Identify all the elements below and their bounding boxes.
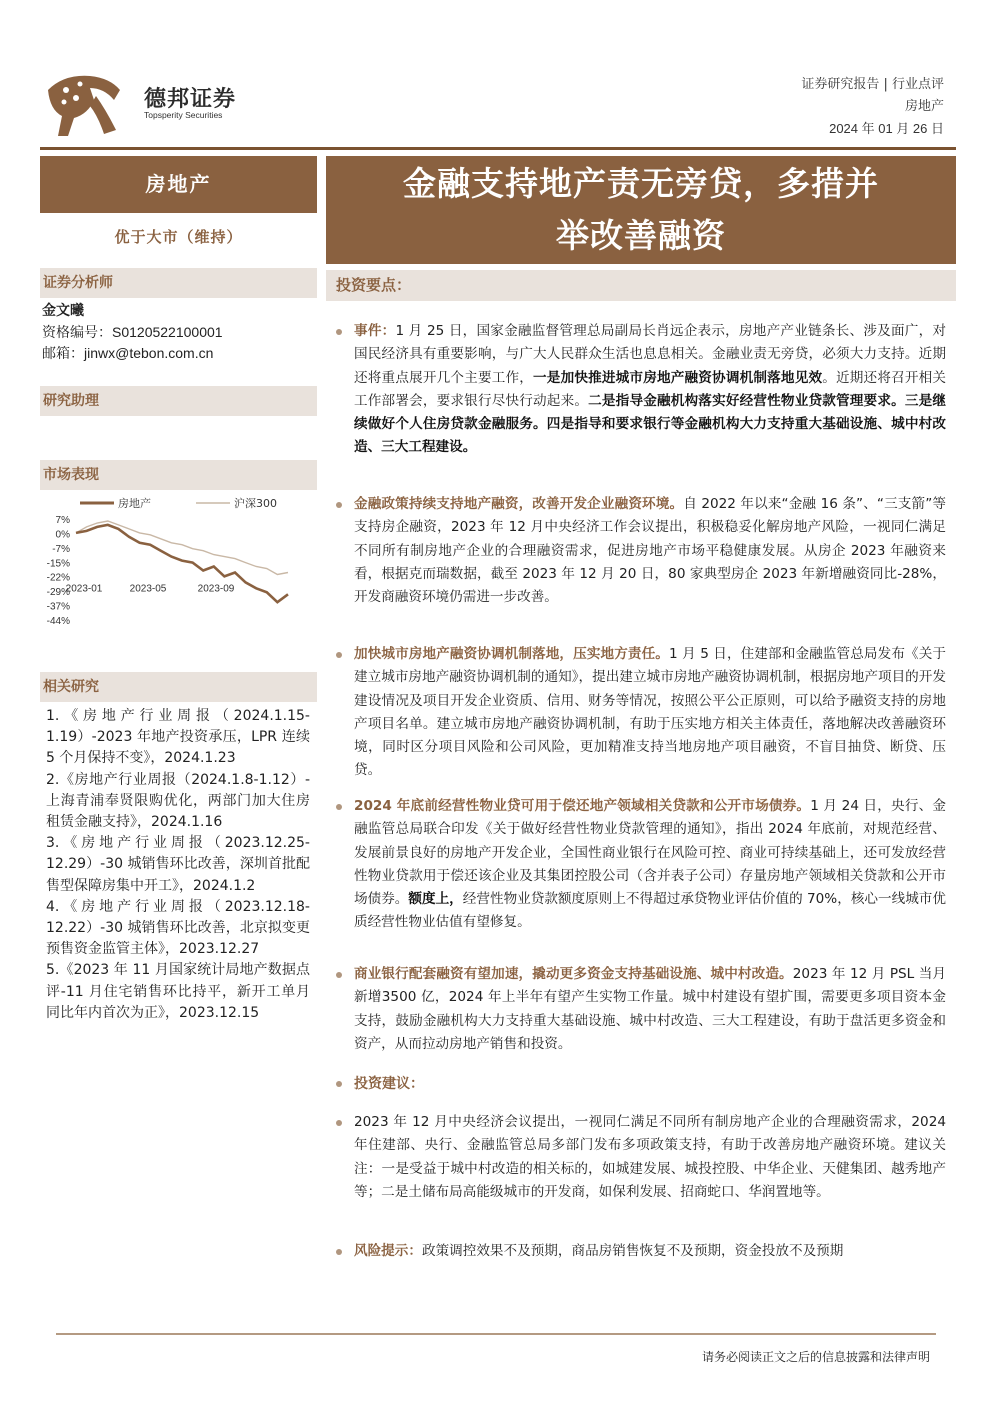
paragraph-lead: 金融政策持续支持地产融资，改善开发企业融资环境。	[354, 496, 684, 512]
paragraph-lead: 加快城市房地产融资协调机制落地，压实地方责任。	[354, 646, 670, 662]
bullet-icon	[336, 502, 342, 508]
related-item[interactable]: 5.《2023 年 11 月国家统计局地产数据点评-11 月住宅销售环比持平，新开工单月同比年内首次为正》，2023.12.15	[46, 962, 310, 1021]
paragraph-bold: 二是指导金融机构落实好经营性物业贷款管理要求。三是继续做好个人住房贷款金融服务。四是指导和要求银行等金融机构大力支持重大基础设施、城中村改造、三大工程建设。	[354, 392, 947, 456]
y-tick-label: 0%	[55, 529, 70, 541]
x-tick-label: 2023-09	[197, 583, 235, 595]
paragraph-lead: 2024 年底前经营性物业贷可用于偿还地产领域相关贷款和公开市场债券。	[354, 798, 811, 814]
company-logo	[44, 70, 254, 140]
related-item[interactable]: 1.《房地产行业周报（2024.1.15-1.19）-2023 年地产投资承压，LPR 连续 5 个月保持不变》，2024.1.23	[46, 708, 310, 767]
paragraph-lead: 事件：	[354, 323, 396, 339]
key-points-header: 投资要点：	[326, 270, 956, 301]
footer-disclaimer[interactable]: 请务必阅读正文之后的信息披露和法律声明	[701, 1350, 930, 1364]
related-item[interactable]: 4.《房地产行业周报（2023.12.18-12.22）-30 城销售环比改善，北京拟变更预售资金监管主体》，2023.12.27	[46, 898, 310, 958]
paragraph-coordination	[354, 643, 946, 783]
analyst-license: 资格编号：S0120522100001	[42, 324, 223, 340]
bullet-icon	[336, 1081, 342, 1087]
paragraph-lead: 风险提示：	[354, 1243, 422, 1259]
report-title	[326, 156, 956, 264]
related-item[interactable]: 3.《房地产行业周报（2023.12.25-12.29）-30 城销售环比改善，深圳首批配售型保障房集中开工》，2024.1.2	[46, 835, 310, 894]
assistant-header: 研究助理	[40, 386, 317, 416]
legend-label: 房地产	[118, 497, 151, 510]
paragraph-text: 1 月 24 日，央行、金融监管总局联合印发《关于做好经营性物业贷款管理的通知》，指出 2024 年底前，对规范经营、发展前景良好的房地产开发企业，全国性商业银行在风险可控、商业可持续基础上，还可发放经营性物业贷款用于偿还该企业及其集团控股公司（含并表子公司）存量房地产领域相关贷款和公开市场债券。	[354, 798, 946, 908]
paragraph-bold: 额度上，	[408, 891, 463, 908]
paragraph-text: 政策调控效果不及预期，商品房销售恢复不及预期，资金投放不及预期	[421, 1243, 844, 1259]
y-tick-label: -7%	[52, 543, 70, 555]
paragraph-commercial-banks	[354, 963, 946, 1056]
title-line-1: 金融支持地产责无旁贷，多措并	[403, 164, 879, 203]
paragraph-text: 1 月 5 日，住建部和金融监管总局发布《关于建立城市房地产融资协调机制的通知》，提出建立城市房地产融资协调机制，根据房地产项目的开发建设情况及项目开发企业资质、信用、财务等情况，按照公平公正原则，可以给予融资支持的房地产项目名单。建立城市房地产融资协调机制，有助于压实地方相关主体责任，落地解决改善融资环境，同时区分项目风险和公司风险，更加精准支持当地房地产项目融资，不盲目抽贷、断贷、压贷。	[354, 646, 947, 779]
related-research-list	[46, 706, 310, 1024]
title-line-2: 举改善融资	[556, 216, 726, 255]
y-tick-label: -22%	[46, 572, 70, 584]
y-tick-label: -44%	[46, 616, 70, 627]
paragraph-bold: 一是加快推进城市房地产融资协调机制落地见效	[533, 369, 823, 386]
related-item[interactable]: 2.《房地产行业周报（2024.1.8-1.12）-上海青浦奉贤限购优化，两部门加大住房租赁金融支持》，2024.1.16	[46, 771, 310, 831]
logo-text-cn: 德邦证券	[144, 87, 237, 112]
footer-divider	[56, 1333, 936, 1335]
paragraph-property-loans	[354, 795, 946, 935]
paragraph-text: 自 2022 年以来“金融 16 条”、“三支箭”等支持房企融资，2023 年 12 月中央经济工作会议提出，积极稳妥化解房地产风险，一视同仁满足不同所有制房地产企业的合理融资需求，促进房地产市场平稳健康发展。从房企 2023 年融资来看，根据克而瑞数据，截至 2023 年 12 月 20 日，80 家典型房企 2023 年新增融资同比-28%，开发商融资环境仍需进一步改善。	[354, 496, 946, 606]
series-line	[76, 525, 288, 602]
series-line	[76, 521, 288, 575]
logo-text-en: Topsperity Securities	[144, 110, 223, 120]
analyst-info	[42, 301, 223, 364]
leopard-logo-icon	[44, 70, 124, 138]
bullet-icon	[336, 804, 342, 810]
market-header: 市场表现	[40, 460, 317, 490]
legend-label: 沪深300	[234, 497, 277, 510]
rating-label: 优于大市（维持）	[114, 228, 243, 246]
analyst-email[interactable]: 邮箱：jinwx@tebon.com.cn	[42, 345, 214, 361]
report-date: 2024 年 01 月 26 日	[829, 121, 944, 136]
bullet-icon	[336, 972, 342, 978]
paragraph-event	[354, 320, 946, 460]
paragraph-text: 。近期还将召开相关工作部署会，要求银行尽快行动起来。	[354, 369, 947, 409]
paragraph-financing-policy	[354, 493, 946, 609]
bullet-icon	[336, 329, 342, 335]
x-tick-label: 2023-01	[65, 583, 103, 595]
sector-label: 房地产	[40, 156, 317, 213]
report-meta	[801, 74, 944, 140]
x-tick-label: 2023-05	[129, 583, 167, 595]
paragraph-invest-advice: 2023 年 12 月中央经济会议提出，一视同仁满足不同所有制房地产企业的合理融资需求，2024 年住建部、央行、金融监管总局多部门发布多项政策支持，有助于改善房地产融资环境。建议关注：一是受益于城中村改造的相关标的，如城建发展、城投控股、中华企业、天健集团、越秀地产等；二是土储布局高能级城市的开发商，如保利发展、招商蛇口、华润置地等。	[354, 1114, 946, 1200]
paragraph-lead: 商业银行配套融资有望加速，撬动更多资金支持基础设施、城中村改造。	[354, 966, 793, 982]
report-type: 证券研究报告 | 行业点评	[801, 77, 944, 92]
paragraph-risk	[354, 1240, 946, 1263]
bullet-icon	[336, 652, 342, 658]
y-tick-label: 7%	[55, 515, 70, 526]
report-industry: 房地产	[904, 99, 944, 114]
analyst-name: 金文曦	[42, 303, 84, 319]
invest-advice-header: 投资建议：	[354, 1076, 424, 1092]
header-divider	[40, 147, 956, 150]
market-performance-chart	[40, 492, 317, 632]
paragraph-text: 1 月 25 日，国家金融监督管理总局副局长肖远企表示，房地产产业链条长、涉及面广，对国民经济具有重要影响，与广大人民群众生活也息息相关。金融业责无旁贷，必须大力支持。近期还将重点展开几个主要工作，	[354, 323, 946, 386]
bullet-icon	[336, 1249, 342, 1255]
paragraph-text: 经营性物业贷款额度原则上不得超过承贷物业评估价值的 70%，核心一线城市优质经营性物业估值有望修复。	[354, 891, 946, 931]
y-tick-label: -29%	[46, 587, 70, 599]
paragraph-text: 2023 年 12 月 PSL 当月新增3500 亿，2024 年上半年有望产生实物工作量。城中村建设有望扩围，需要更多项目资本金支持，鼓励金融机构大力支持重大基础设施、城中村改造、三大工程建设，有助于盘活更多资金和资产，从而拉动房地产销售和投资。	[354, 966, 946, 1052]
y-tick-label: -15%	[46, 558, 70, 570]
related-header: 相关研究	[40, 672, 317, 702]
y-tick-label: -37%	[46, 601, 70, 613]
analyst-header: 证券分析师	[40, 268, 317, 298]
bullet-icon	[336, 1120, 342, 1126]
